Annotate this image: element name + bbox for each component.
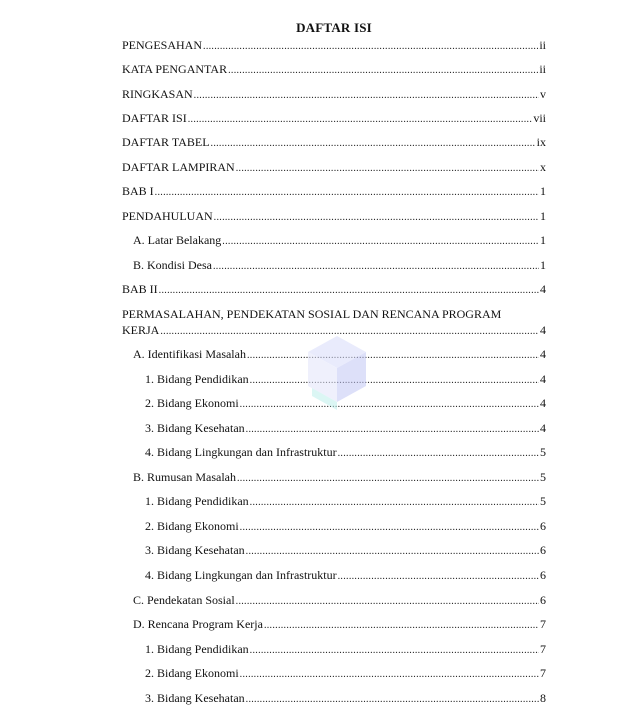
toc-entry-label: 2. Bidang Ekonomi bbox=[145, 666, 239, 680]
toc-entry-rumusan-ekonomi[interactable] bbox=[145, 519, 546, 535]
toc-entry-label: 3. Bidang Kesehatan bbox=[145, 691, 245, 705]
toc-entry-page: 1 bbox=[540, 258, 546, 272]
toc-entry-rencana-kesehatan[interactable] bbox=[145, 691, 546, 707]
leader-dots bbox=[250, 496, 539, 510]
toc-entry-label: 1. Bidang Pendidikan bbox=[145, 642, 249, 656]
toc-entry-label: BAB I bbox=[122, 184, 154, 198]
toc-entry-page: 7 bbox=[540, 642, 546, 656]
leader-dots bbox=[240, 668, 539, 682]
leader-dots bbox=[240, 398, 539, 412]
toc-entry-page: 6 bbox=[540, 543, 546, 557]
toc-entry-label: 2. Bidang Ekonomi bbox=[145, 396, 239, 410]
leader-dots bbox=[247, 349, 539, 363]
toc-entry-label: C. Pendekatan Sosial bbox=[133, 593, 235, 607]
toc-entry-page: 4 bbox=[540, 396, 546, 410]
leader-dots bbox=[222, 235, 539, 249]
toc-entry-kata-pengantar[interactable] bbox=[122, 62, 546, 78]
toc-entry-label: 4. Bidang Lingkungan dan Infrastruktur bbox=[145, 445, 337, 459]
toc-entry-daftar-lampiran[interactable] bbox=[122, 160, 546, 176]
toc-entry-kondisi-desa[interactable] bbox=[133, 258, 546, 274]
leader-dots bbox=[214, 211, 539, 225]
toc-entry-label: DAFTAR TABEL bbox=[122, 135, 210, 149]
toc-entry-page: 6 bbox=[540, 568, 546, 582]
toc-entry-label: KATA PENGANTAR bbox=[122, 62, 228, 76]
toc-entry-page: ix bbox=[536, 135, 546, 149]
leader-dots bbox=[250, 644, 539, 658]
leader-dots bbox=[237, 472, 539, 486]
page-title: DAFTAR ISI bbox=[296, 20, 372, 35]
toc-entry-label: RINGKASAN bbox=[122, 87, 193, 101]
toc-entry-identifikasi-kesehatan[interactable] bbox=[145, 421, 546, 437]
toc-entry-label: 2. Bidang Ekonomi bbox=[145, 519, 239, 533]
toc-entry-rumusan-lingkungan[interactable] bbox=[145, 568, 546, 584]
toc-entry-page: 1 bbox=[540, 209, 546, 223]
leader-dots bbox=[211, 137, 536, 151]
toc-entry-label: A. Latar Belakang bbox=[133, 233, 222, 247]
leader-dots bbox=[338, 570, 539, 584]
toc-entry-label: DAFTAR LAMPIRAN bbox=[122, 160, 235, 174]
toc-entry-label: A. Identifikasi Masalah bbox=[133, 347, 246, 361]
leader-dots bbox=[338, 447, 539, 461]
toc-entry-rencana-ekonomi[interactable] bbox=[145, 666, 546, 682]
toc-entry-label: PENDAHULUAN bbox=[122, 209, 213, 223]
toc-entry-page: 1 bbox=[540, 233, 546, 247]
toc-entry-label: PENGESAHAN bbox=[122, 38, 203, 52]
toc-entry-page: 4 bbox=[540, 282, 546, 296]
leader-dots bbox=[240, 521, 539, 535]
leader-dots bbox=[250, 374, 539, 388]
toc-entry-page: v bbox=[540, 87, 546, 101]
toc-entry-bab-i[interactable] bbox=[122, 184, 546, 200]
toc-entry-rumusan-masalah[interactable] bbox=[133, 470, 546, 486]
toc-entry-page: 5 bbox=[540, 494, 546, 508]
toc-entry-label: D. Rencana Program Kerja bbox=[133, 617, 263, 631]
toc-entry-label: 4. Bidang Lingkungan dan Infrastruktur bbox=[145, 568, 337, 582]
toc-entry-page: 6 bbox=[540, 593, 546, 607]
leader-dots bbox=[203, 40, 538, 54]
leader-dots bbox=[155, 186, 539, 200]
toc-entry-identifikasi-lingkungan[interactable] bbox=[145, 445, 546, 461]
toc-entry-page: vii bbox=[533, 111, 546, 125]
toc-entry-label: 1. Bidang Pendidikan bbox=[145, 494, 249, 508]
toc-entry-daftar-isi[interactable] bbox=[122, 111, 546, 127]
leader-dots bbox=[159, 284, 539, 298]
leader-dots bbox=[188, 113, 533, 127]
leader-dots bbox=[246, 693, 539, 707]
toc-entry-label: 3. Bidang Kesehatan bbox=[145, 421, 245, 435]
toc-entry-page: 4 bbox=[540, 347, 546, 361]
toc-entry-latar-belakang[interactable] bbox=[133, 233, 546, 249]
toc-entry-page: ii bbox=[539, 62, 546, 76]
leader-dots bbox=[228, 64, 538, 78]
toc-entry-page: ii bbox=[539, 38, 546, 52]
leader-dots bbox=[246, 545, 539, 559]
toc-entry-page: 6 bbox=[540, 519, 546, 533]
toc-entry-label: 3. Bidang Kesehatan bbox=[145, 543, 245, 557]
toc-entry-label: B. Rumusan Masalah bbox=[133, 470, 236, 484]
toc-entry-page: 5 bbox=[540, 470, 546, 484]
toc-entry-pengesahan[interactable] bbox=[122, 38, 546, 54]
leader-dots bbox=[236, 595, 539, 609]
toc-entry-page: 7 bbox=[540, 617, 546, 631]
toc-entry-page: 4 bbox=[540, 421, 546, 435]
toc-entry-pendekatan-sosial[interactable] bbox=[133, 593, 546, 609]
toc-entry-label: 1. Bidang Pendidikan bbox=[145, 372, 249, 386]
toc-entry-label: BAB II bbox=[122, 282, 158, 296]
toc-entry-ringkasan[interactable] bbox=[122, 87, 546, 103]
toc-entry-rumusan-pendidikan[interactable] bbox=[145, 494, 546, 510]
leader-dots bbox=[246, 423, 539, 437]
toc-entry-page: 7 bbox=[540, 666, 546, 680]
leader-dots bbox=[213, 260, 539, 274]
toc-entry-label: DAFTAR ISI bbox=[122, 111, 187, 125]
toc-entry-page: 5 bbox=[540, 445, 546, 459]
toc-entry-permasalahan-line1[interactable]: PERMASALAHAN, PENDEKATAN SOSIAL DAN RENCANA PROGRAM bbox=[122, 307, 502, 321]
toc-entry-page: x bbox=[540, 160, 546, 174]
toc-entry-page: 4 bbox=[540, 372, 546, 386]
toc-entry-page: 8 bbox=[540, 691, 546, 705]
toc-entry-rencana-pendidikan[interactable] bbox=[145, 642, 546, 658]
toc-entry-rencana-program-kerja[interactable] bbox=[133, 617, 546, 633]
leader-dots bbox=[194, 89, 539, 103]
toc-entry-pendahuluan[interactable] bbox=[122, 209, 546, 225]
leader-dots bbox=[236, 162, 539, 176]
leader-dots bbox=[264, 619, 539, 633]
hexagon-logo-watermark-icon bbox=[306, 334, 368, 412]
toc-entry-bab-ii[interactable] bbox=[122, 282, 546, 298]
toc-entry-label: KERJA bbox=[122, 323, 160, 337]
toc-entry-label: B. Kondisi Desa bbox=[133, 258, 212, 272]
toc-entry-page: 4 bbox=[540, 323, 546, 337]
toc-entry-rumusan-kesehatan[interactable] bbox=[145, 543, 546, 559]
toc-entry-page: 1 bbox=[540, 184, 546, 198]
toc-entry-daftar-tabel[interactable] bbox=[122, 135, 546, 151]
